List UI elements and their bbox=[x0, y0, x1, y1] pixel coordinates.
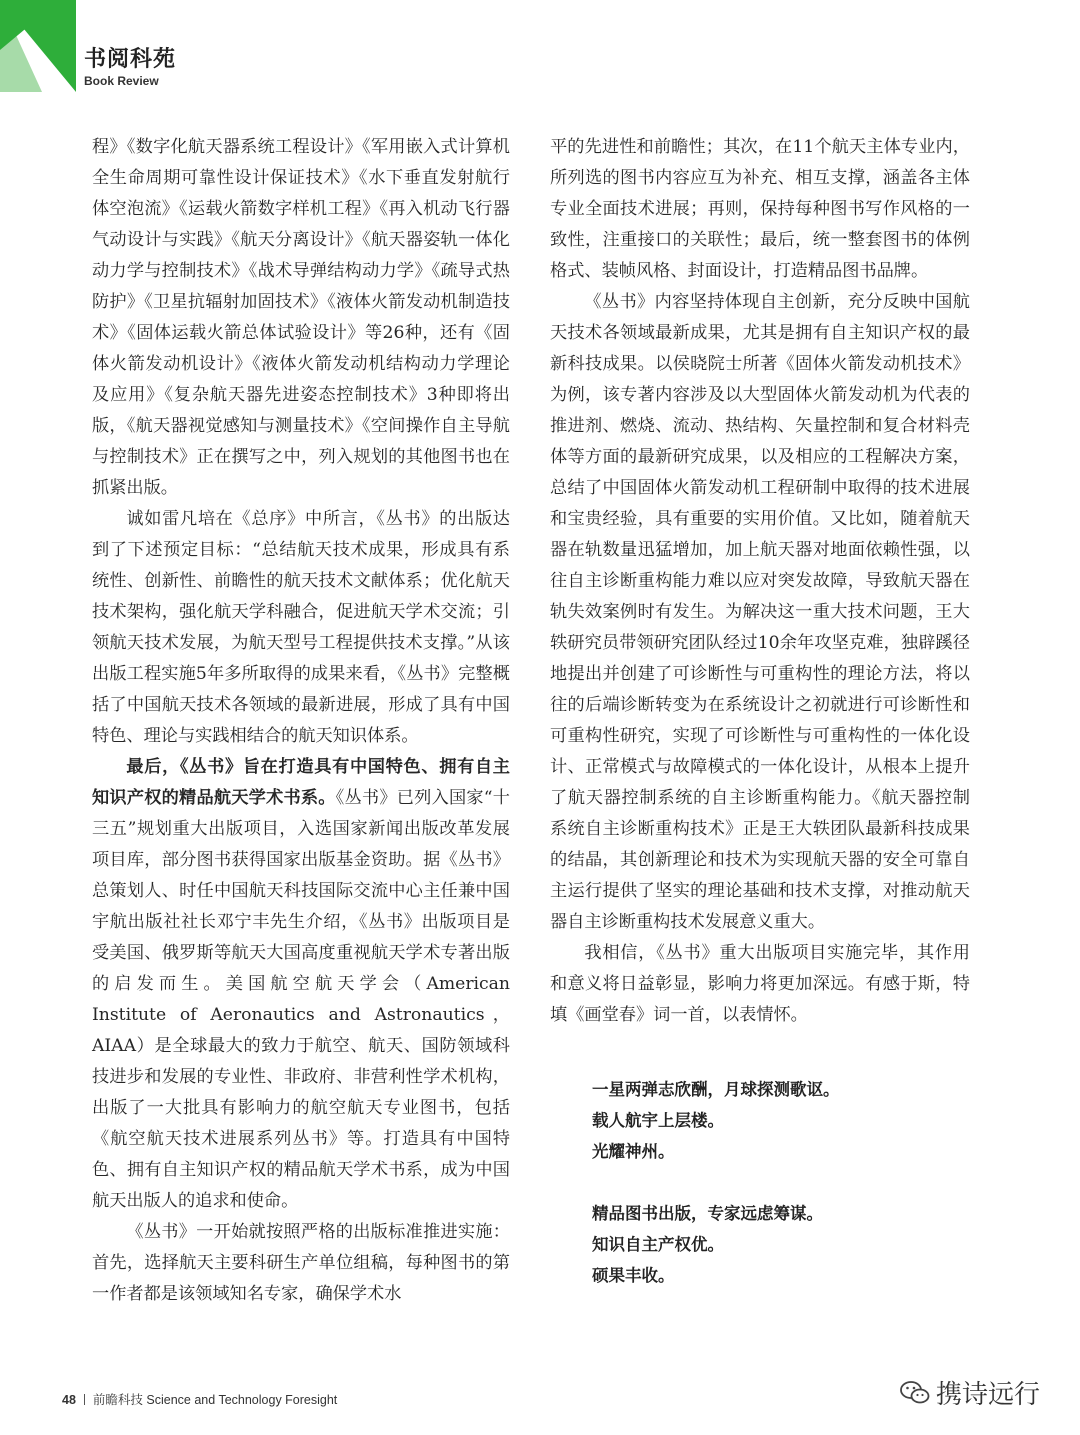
watermark-text: 携诗远行 bbox=[936, 1380, 1041, 1410]
section-corner-decoration bbox=[0, 0, 76, 92]
poem-line: 硕果丰收。 bbox=[592, 1266, 675, 1285]
paragraph: 平的先进性和前瞻性；其次，在11个航天主体专业内，所列选的图书内容应互为补充、相互支撑，涵盖各主体专业全面技术进展；再则，保持每种图书写作风格的一致性，注重接口的关联性；最后，统一整套图书的体例格式、装帧风格、封面设计，打造精品图书品牌。 bbox=[550, 137, 970, 281]
poem-line: 光耀神州。 bbox=[592, 1142, 675, 1161]
paragraph: 诚如雷凡培在《总序》中所言，《丛书》的出版达到了下述预定目标：“总结航天技术成果，形成具有系统性、创新性、前瞻性的航天技术文献体系；优化航天技术架构，强化航天学科融合，促进航天学术交流；引领航天技术发展，为航天型号工程提供技术支撑。”从该出版工程实施5年多所取得的成果来看，《丛书》完整概括了中国航天技术各领域的最新进展，形成了具有中国特色、理论与实践相结合的航天知识体系。 bbox=[92, 509, 510, 746]
poem-line: 载人航宇上层楼。 bbox=[592, 1111, 724, 1130]
paragraph: 程》《数字化航天器系统工程设计》《军用嵌入式计算机全生命周期可靠性设计保证技术》《水下垂直发射航行体空泡流》《运载火箭数字样机工程》《再入机动飞行器气动设计与实践》《航天分离设计》《航天器姿轨一体化动力学与控制技术》《战术导弹结构动力学》《疏导式热防护》《卫星抗辐射加固技术》《液体火箭发动机制造技术》《固体运载火箭总体试验设计》等26种，还有《固体火箭发动机设计》《液体火箭发动机结构动力学理论及应用》《复杂航天器先进姿态控制技术》3种即将出版，《航天器视觉感知与测量技术》《空间操作自主导航与控制技术》正在撰写之中，列入规划的其他图书也在抓紧出版。 bbox=[92, 137, 510, 498]
paragraph: 我相信，《丛书》重大出版项目实施完毕，其作用和意义将日益彰显，影响力将更加深远。有感于斯，特填《画堂春》词一首，以表情怀。 bbox=[550, 943, 970, 1025]
magazine-name-en: Science and Technology Foresight bbox=[146, 1393, 338, 1407]
watermark bbox=[900, 1374, 1040, 1411]
poem bbox=[550, 1074, 970, 1291]
right-column bbox=[550, 132, 970, 1291]
poem-line: 知识自主产权优。 bbox=[592, 1235, 724, 1254]
page-number: 48 bbox=[62, 1393, 76, 1407]
paragraph bbox=[92, 752, 510, 1217]
poem-line: 一星两弹志欣酬，月球探测歌讴。 bbox=[592, 1080, 840, 1099]
poem-line: 精品图书出版，专家远虑筹谋。 bbox=[592, 1204, 823, 1223]
left-column bbox=[92, 132, 510, 1310]
paragraph-text: 《丛书》已列入国家“十三五”规划重大出版项目，入选国家新闻出版改革发展项目库，部分图书获得国家出版基金资助。据《丛书》总策划人、时任中国航天科技国际交流中心主任兼中国宇航出版社社长邓宁丰先生介绍，《丛书》出版项目是受美国、俄罗斯等航天大国高度重视航天学术专著出版的启发而生。美国航空航天学会（American Institute of Aeronautics and Astronautics，AIAA）是全球最大的致力于航空、航天、国防领域科技进步和发展的专业性、非政府、非营利性学术机构，出版了一大批具有影响力的航空航天专业图书，包括《航空航天技术进展系列丛书》等。打造具有中国特色、拥有自主知识产权的精品航天学术书系，成为中国航天出版人的追求和使命。 bbox=[92, 788, 510, 1211]
bold-lead-sentence: 最后，《丛书》旨在打造具有中国特色、拥有自主知识产权的精品航天学术书系。 bbox=[92, 757, 510, 808]
footer-divider bbox=[84, 1394, 85, 1405]
section-subtitle: Book Review bbox=[84, 74, 159, 88]
stanza-break bbox=[592, 1167, 970, 1198]
magazine-name-zh: 前瞻科技 bbox=[92, 1393, 143, 1407]
paragraph: 《丛书》一开始就按照严格的出版标准推进实施：首先，选择航天主要科研生产单位组稿，每种图书的第一作者都是该领域知名专家，确保学术水 bbox=[92, 1222, 510, 1304]
page-footer bbox=[62, 1390, 337, 1408]
wechat-icon bbox=[900, 1380, 930, 1406]
section-title: 书阅科苑 bbox=[84, 47, 177, 72]
paragraph: 《丛书》内容坚持体现自主创新，充分反映中国航天技术各领域最新成果，尤其是拥有自主知识产权的最新科技成果。以侯晓院士所著《固体火箭发动机技术》为例，该专著内容涉及以大型固体火箭发动机为代表的推进剂、燃烧、流动、热结构、矢量控制和复合材料壳体等方面的最新研究成果，以及相应的工程解决方案，总结了中国固体火箭发动机工程研制中取得的技术进展和宝贵经验，具有重要的实用价值。又比如，随着航天器在轨数量迅猛增加，加上航天器对地面依赖性强，以往自主诊断重构能力难以应对突发故障，导致航天器在轨失效案例时有发生。为解决这一重大技术问题，王大轶研究员带领研究团队经过10余年攻坚克难，独辟蹊径地提出并创建了可诊断性与可重构性的理论方法，将以往的后端诊断转变为在系统设计之初就进行可诊断性和可重构性研究，实现了可诊断性与可重构性的一体化设计、正常模式与故障模式的一体化设计，从根本上提升了航天器控制系统的自主诊断重构能力。《航天器控制系统自主诊断重构技术》正是王大轶团队最新科技成果的结晶，其创新理论和技术为实现航天器的安全可靠自主运行提供了坚实的理论基础和技术支撑，对推动航天器自主诊断重构技术发展意义重大。 bbox=[550, 292, 970, 932]
